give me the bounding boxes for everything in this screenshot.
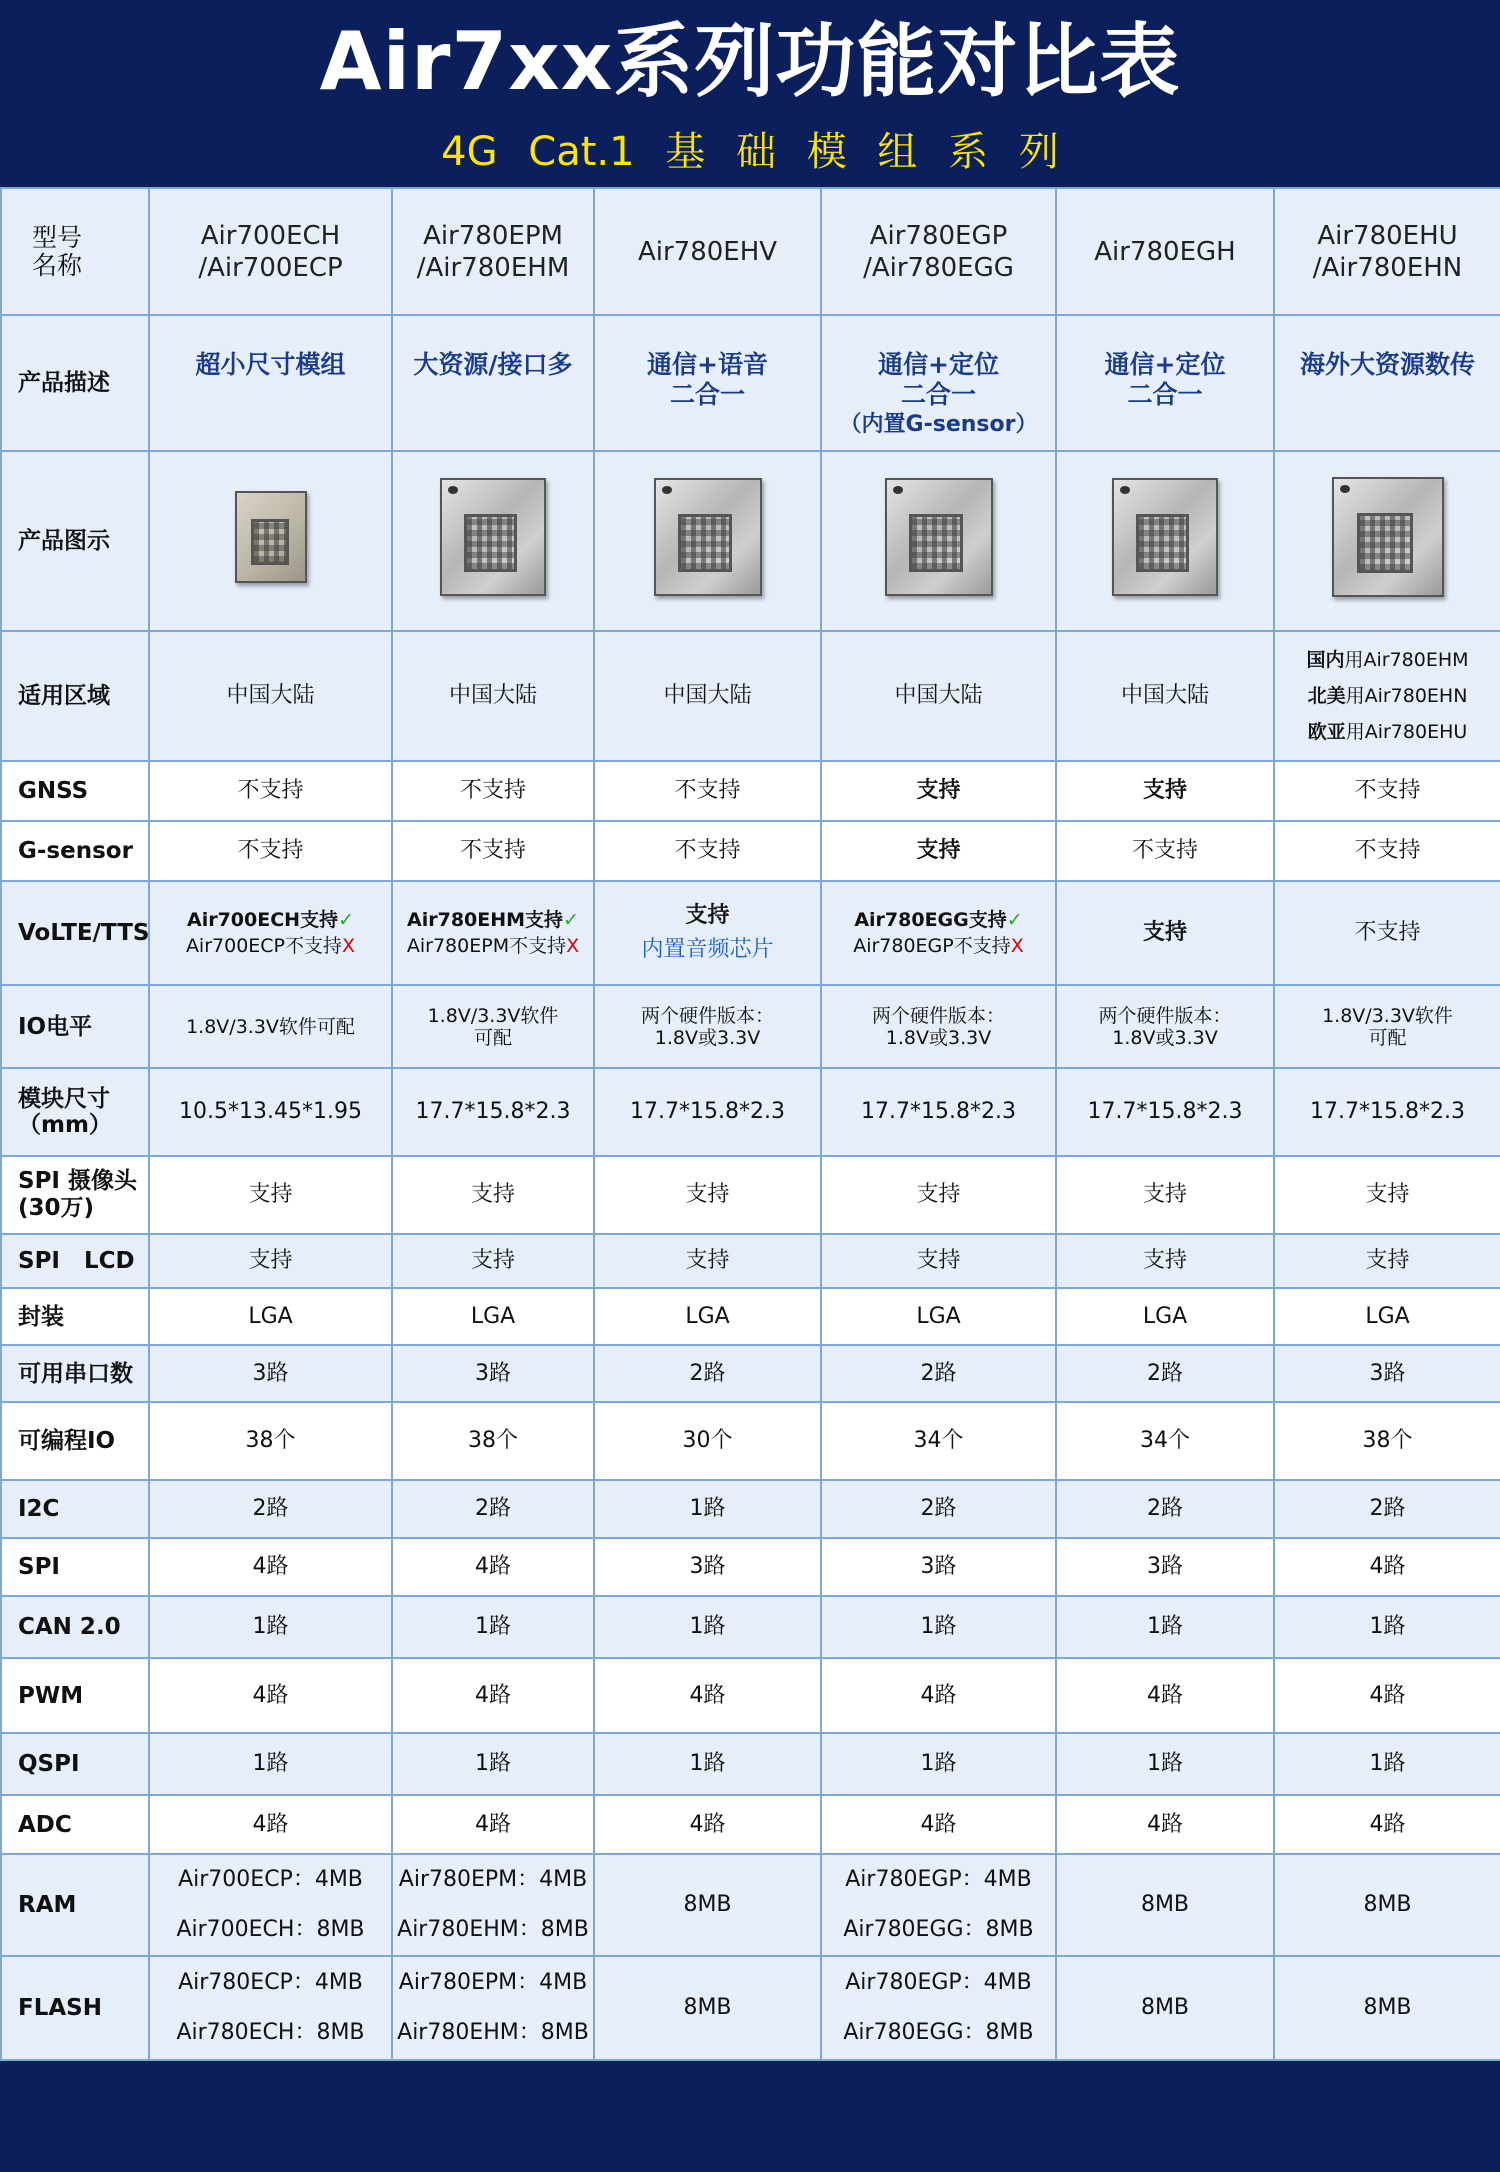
pwm-cell: 4路 <box>1274 1658 1500 1733</box>
ram-line: Air780EHM：8MB <box>397 1917 589 1942</box>
spi-cell: 4路 <box>1274 1538 1500 1596</box>
table-row-qspi <box>1 1733 1500 1795</box>
camera-cell: 支持 <box>392 1156 594 1234</box>
ram-cell <box>821 1854 1056 1956</box>
flash-line: Air780EGG：8MB <box>843 2020 1034 2045</box>
gnss-cell: 支持 <box>1056 761 1274 821</box>
table-row-uart <box>1 1345 1500 1402</box>
description-cell <box>821 315 1056 451</box>
io-cell <box>821 985 1056 1068</box>
check-icon: ✓ <box>1006 909 1023 931</box>
page-subtitle: 4G Cat.1 基 础 模 组 系 列 <box>441 129 1059 175</box>
table-row-gsensor <box>1 821 1500 881</box>
ram-cell <box>594 1854 821 1956</box>
comparison-table <box>0 187 1500 2061</box>
gpio-cell: 38个 <box>392 1402 594 1480</box>
gpio-cell: 38个 <box>149 1402 392 1480</box>
ram-cell <box>1056 1854 1274 1956</box>
io-cell <box>392 985 594 1068</box>
qr-code-icon <box>1136 514 1189 572</box>
volte-cell <box>392 881 594 985</box>
volte-line <box>397 907 589 933</box>
row-label-volte: VoLTE/TTS <box>1 881 149 985</box>
ram-line: Air700ECP：4MB <box>178 1867 363 1892</box>
volte-cell: 不支持 <box>1274 881 1500 985</box>
pwm-cell: 4路 <box>392 1658 594 1733</box>
volte-supported-text: Air780EHM支持 <box>407 909 564 931</box>
volte-cell <box>594 881 821 985</box>
ram-line: Air780EGP：4MB <box>845 1867 1032 1892</box>
row-label-size <box>1 1068 149 1156</box>
cross-icon: X <box>1010 935 1024 957</box>
row-label-line: (30万) <box>18 1195 95 1221</box>
ram-line: Air780EPM：4MB <box>398 1867 588 1892</box>
camera-cell: 支持 <box>821 1156 1056 1234</box>
page-header <box>0 0 1500 187</box>
camera-cell: 支持 <box>1056 1156 1274 1234</box>
qspi-cell: 1路 <box>1274 1733 1500 1795</box>
description-line: 二合一 <box>900 380 976 409</box>
row-label-ram: RAM <box>1 1854 149 1956</box>
table-row-ram <box>1 1854 1500 1956</box>
i2c-cell: 1路 <box>594 1480 821 1538</box>
uart-cell: 3路 <box>1274 1345 1500 1402</box>
io-line: 1.8V或3.3V <box>1112 1026 1218 1049</box>
lcd-cell: 支持 <box>1056 1234 1274 1288</box>
table-row-camera <box>1 1156 1500 1234</box>
ram-line: 8MB <box>1140 1892 1190 1917</box>
volte-line <box>154 907 387 933</box>
image-cell <box>149 451 392 631</box>
row-label-flash: FLASH <box>1 1956 149 2060</box>
air780egp-module-image <box>885 478 993 596</box>
spi-cell: 4路 <box>392 1538 594 1596</box>
row-label-io: IO电平 <box>1 985 149 1068</box>
air780epm-module-image <box>440 478 546 596</box>
uart-cell: 2路 <box>1056 1345 1274 1402</box>
volte-supported-text: Air700ECH支持 <box>187 909 339 931</box>
table-row-gpio <box>1 1402 1500 1480</box>
flash-line: 8MB <box>1363 1995 1412 2020</box>
description-cell <box>594 315 821 451</box>
volte-cell <box>821 881 1056 985</box>
flash-cell <box>821 1956 1056 2060</box>
table-row-description <box>1 315 1500 451</box>
image-cell <box>392 451 594 631</box>
logo-icon <box>1340 485 1350 493</box>
package-cell: LGA <box>821 1288 1056 1345</box>
model-name-cell <box>1274 188 1500 315</box>
package-cell: LGA <box>1056 1288 1274 1345</box>
uart-cell: 3路 <box>392 1345 594 1402</box>
camera-cell: 支持 <box>594 1156 821 1234</box>
adc-cell: 4路 <box>392 1795 594 1854</box>
air780egh-module-image <box>1112 478 1218 596</box>
qspi-cell: 1路 <box>149 1733 392 1795</box>
row-label-line: 名称 <box>32 250 83 280</box>
lcd-cell: 支持 <box>149 1234 392 1288</box>
logo-icon <box>448 486 458 494</box>
can-cell: 1路 <box>392 1596 594 1658</box>
cross-icon: X <box>566 935 580 957</box>
row-label-lcd: SPI LCD <box>1 1234 149 1288</box>
spi-cell: 3路 <box>594 1538 821 1596</box>
air780ehv-module-image <box>654 478 762 596</box>
gsensor-cell: 不支持 <box>1056 821 1274 881</box>
gnss-cell: 支持 <box>821 761 1056 821</box>
adc-cell: 4路 <box>149 1795 392 1854</box>
model-name-line: Air700ECH <box>200 220 341 251</box>
table-row-i2c <box>1 1480 1500 1538</box>
package-cell: LGA <box>149 1288 392 1345</box>
model-name-line: Air780EGP <box>869 220 1008 251</box>
uart-cell: 3路 <box>149 1345 392 1402</box>
region-model: 用Air780EHU <box>1345 721 1468 743</box>
lcd-cell: 支持 <box>392 1234 594 1288</box>
region-cell: 中国大陆 <box>392 631 594 761</box>
flash-cell <box>1056 1956 1274 2060</box>
region-cell: 中国大陆 <box>1056 631 1274 761</box>
region-cell: 中国大陆 <box>821 631 1056 761</box>
row-label-adc: ADC <box>1 1795 149 1854</box>
flash-line: Air780ECH：8MB <box>176 2020 365 2045</box>
io-line: 可配 <box>473 1026 512 1049</box>
row-label-line: SPI 摄像头 <box>18 1168 137 1194</box>
row-label-i2c: I2C <box>1 1480 149 1538</box>
ram-cell <box>392 1854 594 1956</box>
flash-line: Air780ECP：4MB <box>178 1970 363 1995</box>
can-cell: 1路 <box>149 1596 392 1658</box>
row-label-qspi: QSPI <box>1 1733 149 1795</box>
package-cell: LGA <box>1274 1288 1500 1345</box>
ram-line: 8MB <box>1363 1892 1412 1917</box>
model-name-cell <box>392 188 594 315</box>
volte-line <box>826 907 1051 933</box>
io-cell <box>1274 985 1500 1068</box>
gsensor-cell: 不支持 <box>149 821 392 881</box>
row-label-image: 产品图示 <box>1 451 149 631</box>
page-title: Air7xx系列功能对比表 <box>319 15 1181 108</box>
region-model: 用Air780EHM <box>1344 649 1469 671</box>
lcd-cell: 支持 <box>1274 1234 1500 1288</box>
can-cell: 1路 <box>1056 1596 1274 1658</box>
flash-line: Air780EPM：4MB <box>398 1970 588 1995</box>
gnss-cell: 不支持 <box>149 761 392 821</box>
description-cell <box>1274 315 1500 451</box>
logo-icon <box>893 486 903 494</box>
flash-line: 8MB <box>683 1995 732 2020</box>
flash-line: Air780EGP：4MB <box>845 1970 1032 1995</box>
gpio-cell: 34个 <box>821 1402 1056 1480</box>
flash-cell <box>149 1956 392 2060</box>
gnss-cell: 不支持 <box>594 761 821 821</box>
gpio-cell: 30个 <box>594 1402 821 1480</box>
i2c-cell: 2路 <box>149 1480 392 1538</box>
region-line <box>1279 642 1496 678</box>
model-name-line: /Air780EGG <box>863 252 1014 283</box>
uart-cell: 2路 <box>594 1345 821 1402</box>
qr-code-icon <box>251 519 288 565</box>
model-name-cell <box>594 188 821 315</box>
cross-icon: X <box>342 935 356 957</box>
volte-supported-text: Air780EGG支持 <box>854 909 1007 931</box>
model-name-line: Air780EPM <box>423 220 563 251</box>
volte-cell <box>149 881 392 985</box>
volte-line: 支持 <box>685 903 730 928</box>
pwm-cell: 4路 <box>821 1658 1056 1733</box>
check-icon: ✓ <box>563 909 579 931</box>
io-cell <box>149 985 392 1068</box>
table-row-pwm <box>1 1658 1500 1733</box>
volte-line: 内置音频芯片 <box>641 937 774 962</box>
qr-code-icon <box>464 514 517 572</box>
flash-cell <box>392 1956 594 2060</box>
description-cell <box>392 315 594 451</box>
qr-code-icon <box>909 514 963 572</box>
model-name-line: /Air780EHM <box>416 252 570 283</box>
volte-line <box>397 933 589 959</box>
can-cell: 1路 <box>821 1596 1056 1658</box>
ram-line: 8MB <box>683 1892 732 1917</box>
gpio-cell: 34个 <box>1056 1402 1274 1480</box>
io-line: 1.8V或3.3V <box>654 1026 761 1049</box>
volte-line <box>154 933 387 959</box>
can-cell: 1路 <box>1274 1596 1500 1658</box>
qspi-cell: 1路 <box>821 1733 1056 1795</box>
io-line: 两个硬件版本： <box>640 1004 774 1027</box>
qr-code-icon <box>678 514 732 572</box>
row-label-gnss: GNSS <box>1 761 149 821</box>
qspi-cell: 1路 <box>594 1733 821 1795</box>
spi-cell: 3路 <box>1056 1538 1274 1596</box>
io-line: 可配 <box>1368 1026 1407 1049</box>
gnss-cell: 不支持 <box>1274 761 1500 821</box>
region-line <box>1279 678 1496 714</box>
table-row-size <box>1 1068 1500 1156</box>
camera-cell: 支持 <box>1274 1156 1500 1234</box>
volte-unsupported-text: Air700ECP不支持 <box>185 935 343 957</box>
io-line: 两个硬件版本： <box>871 1004 1005 1027</box>
package-cell: LGA <box>594 1288 821 1345</box>
lcd-cell: 支持 <box>821 1234 1056 1288</box>
image-cell <box>821 451 1056 631</box>
description-cell <box>149 315 392 451</box>
table-row-spi <box>1 1538 1500 1596</box>
flash-cell <box>594 1956 821 2060</box>
io-line: 1.8V/3.3V软件可配 <box>186 1015 355 1038</box>
pwm-cell: 4路 <box>594 1658 821 1733</box>
table-row-volte <box>1 881 1500 985</box>
adc-cell: 4路 <box>1056 1795 1274 1854</box>
ram-line: Air700ECH：8MB <box>176 1917 365 1942</box>
model-name-cell <box>149 188 392 315</box>
table-row-model <box>1 188 1500 315</box>
i2c-cell: 2路 <box>821 1480 1056 1538</box>
row-label-line: 模块尺寸 <box>18 1086 110 1112</box>
row-label-model <box>1 188 149 315</box>
table-row-region <box>1 631 1500 761</box>
region-model: 用Air780EHN <box>1345 685 1468 707</box>
size-cell: 17.7*15.8*2.3 <box>392 1068 594 1156</box>
region-cell: 中国大陆 <box>594 631 821 761</box>
qr-code-icon <box>1357 513 1413 572</box>
check-icon: ✓ <box>338 909 354 931</box>
volte-line <box>826 933 1051 959</box>
camera-cell: 支持 <box>149 1156 392 1234</box>
image-cell <box>1274 451 1500 631</box>
i2c-cell: 2路 <box>392 1480 594 1538</box>
model-name-line: /Air700ECP <box>198 252 343 283</box>
size-cell: 17.7*15.8*2.3 <box>821 1068 1056 1156</box>
volte-cell: 支持 <box>1056 881 1274 985</box>
lcd-cell: 支持 <box>594 1234 821 1288</box>
region-area: 北美 <box>1307 685 1346 707</box>
io-line: 1.8V或3.3V <box>885 1026 992 1049</box>
adc-cell: 4路 <box>821 1795 1056 1854</box>
gsensor-cell: 支持 <box>821 821 1056 881</box>
pwm-cell: 4路 <box>1056 1658 1274 1733</box>
description-line: （内置G-sensor） <box>839 412 1038 437</box>
i2c-cell: 2路 <box>1274 1480 1500 1538</box>
model-name-line: Air780EHV <box>637 236 778 267</box>
table-row-io <box>1 985 1500 1068</box>
gsensor-cell: 不支持 <box>392 821 594 881</box>
row-label-gpio: 可编程IO <box>1 1402 149 1480</box>
table-row-package <box>1 1288 1500 1345</box>
io-line: 1.8V/3.3V软件 <box>1322 1004 1453 1027</box>
spi-cell: 3路 <box>821 1538 1056 1596</box>
air780ehu-module-image <box>1332 477 1444 597</box>
volte-unsupported-text: Air780EGP不支持 <box>853 935 1011 957</box>
uart-cell: 2路 <box>821 1345 1056 1402</box>
description-line: 大资源/接口多 <box>413 350 573 379</box>
row-label-line: 型号 <box>32 222 83 252</box>
row-label-description: 产品描述 <box>1 315 149 451</box>
io-cell <box>594 985 821 1068</box>
ram-cell <box>1274 1854 1500 1956</box>
model-name-line: Air780EGH <box>1094 236 1236 267</box>
ram-cell <box>149 1854 392 1956</box>
pwm-cell: 4路 <box>149 1658 392 1733</box>
table-row-lcd <box>1 1234 1500 1288</box>
table-row-flash <box>1 1956 1500 2060</box>
i2c-cell: 2路 <box>1056 1480 1274 1538</box>
comparison-table-wrapper <box>0 187 1500 2061</box>
row-label-pwm: PWM <box>1 1658 149 1733</box>
description-line: 通信+定位 <box>878 350 999 379</box>
spi-cell: 4路 <box>149 1538 392 1596</box>
io-cell <box>1056 985 1274 1068</box>
model-name-line: /Air780EHN <box>1312 252 1463 283</box>
gpio-cell: 38个 <box>1274 1402 1500 1480</box>
logo-icon <box>662 486 672 494</box>
region-area: 国内 <box>1306 649 1345 671</box>
can-cell: 1路 <box>594 1596 821 1658</box>
description-line: 通信+语音 <box>647 350 768 379</box>
size-cell: 17.7*15.8*2.3 <box>594 1068 821 1156</box>
io-line: 1.8V/3.3V软件 <box>427 1004 559 1027</box>
row-label-uart: 可用串口数 <box>1 1345 149 1402</box>
row-label-spi: SPI <box>1 1538 149 1596</box>
region-cell: 中国大陆 <box>149 631 392 761</box>
row-label-package: 封装 <box>1 1288 149 1345</box>
gsensor-cell: 不支持 <box>594 821 821 881</box>
image-cell <box>1056 451 1274 631</box>
logo-icon <box>1120 486 1130 494</box>
page-footer <box>0 2061 1500 2172</box>
row-label-line: （mm） <box>18 1112 112 1138</box>
row-label-gsensor: G-sensor <box>1 821 149 881</box>
size-cell: 17.7*15.8*2.3 <box>1274 1068 1500 1156</box>
description-cell <box>1056 315 1274 451</box>
package-cell: LGA <box>392 1288 594 1345</box>
table-row-adc <box>1 1795 1500 1854</box>
description-line: 二合一 <box>1127 380 1203 409</box>
gsensor-cell: 不支持 <box>1274 821 1500 881</box>
image-cell <box>594 451 821 631</box>
table-row-image <box>1 451 1500 631</box>
description-line: 二合一 <box>669 380 745 409</box>
size-cell: 10.5*13.45*1.95 <box>149 1068 392 1156</box>
qspi-cell: 1路 <box>1056 1733 1274 1795</box>
table-row-can <box>1 1596 1500 1658</box>
air700e-module-image <box>235 491 307 583</box>
description-line: 通信+定位 <box>1104 350 1226 379</box>
ram-line: Air780EGG：8MB <box>843 1917 1034 1942</box>
description-line: 海外大资源数传 <box>1299 350 1475 379</box>
region-area: 欧亚 <box>1307 721 1346 743</box>
flash-line: Air780EHM：8MB <box>397 2020 589 2045</box>
region-line <box>1279 714 1496 750</box>
flash-cell <box>1274 1956 1500 2060</box>
adc-cell: 4路 <box>594 1795 821 1854</box>
row-label-can: CAN 2.0 <box>1 1596 149 1658</box>
row-label-region: 适用区域 <box>1 631 149 761</box>
region-cell <box>1274 631 1500 761</box>
description-line: 超小尺寸模组 <box>195 350 346 379</box>
volte-unsupported-text: Air780EPM不支持 <box>406 935 567 957</box>
flash-line: 8MB <box>1140 1995 1190 2020</box>
row-label-camera <box>1 1156 149 1234</box>
qspi-cell: 1路 <box>392 1733 594 1795</box>
model-name-cell <box>821 188 1056 315</box>
model-name-cell <box>1056 188 1274 315</box>
gnss-cell: 不支持 <box>392 761 594 821</box>
table-row-gnss <box>1 761 1500 821</box>
model-name-line: Air780EHU <box>1317 220 1458 251</box>
io-line: 两个硬件版本： <box>1098 1004 1232 1027</box>
adc-cell: 4路 <box>1274 1795 1500 1854</box>
size-cell: 17.7*15.8*2.3 <box>1056 1068 1274 1156</box>
